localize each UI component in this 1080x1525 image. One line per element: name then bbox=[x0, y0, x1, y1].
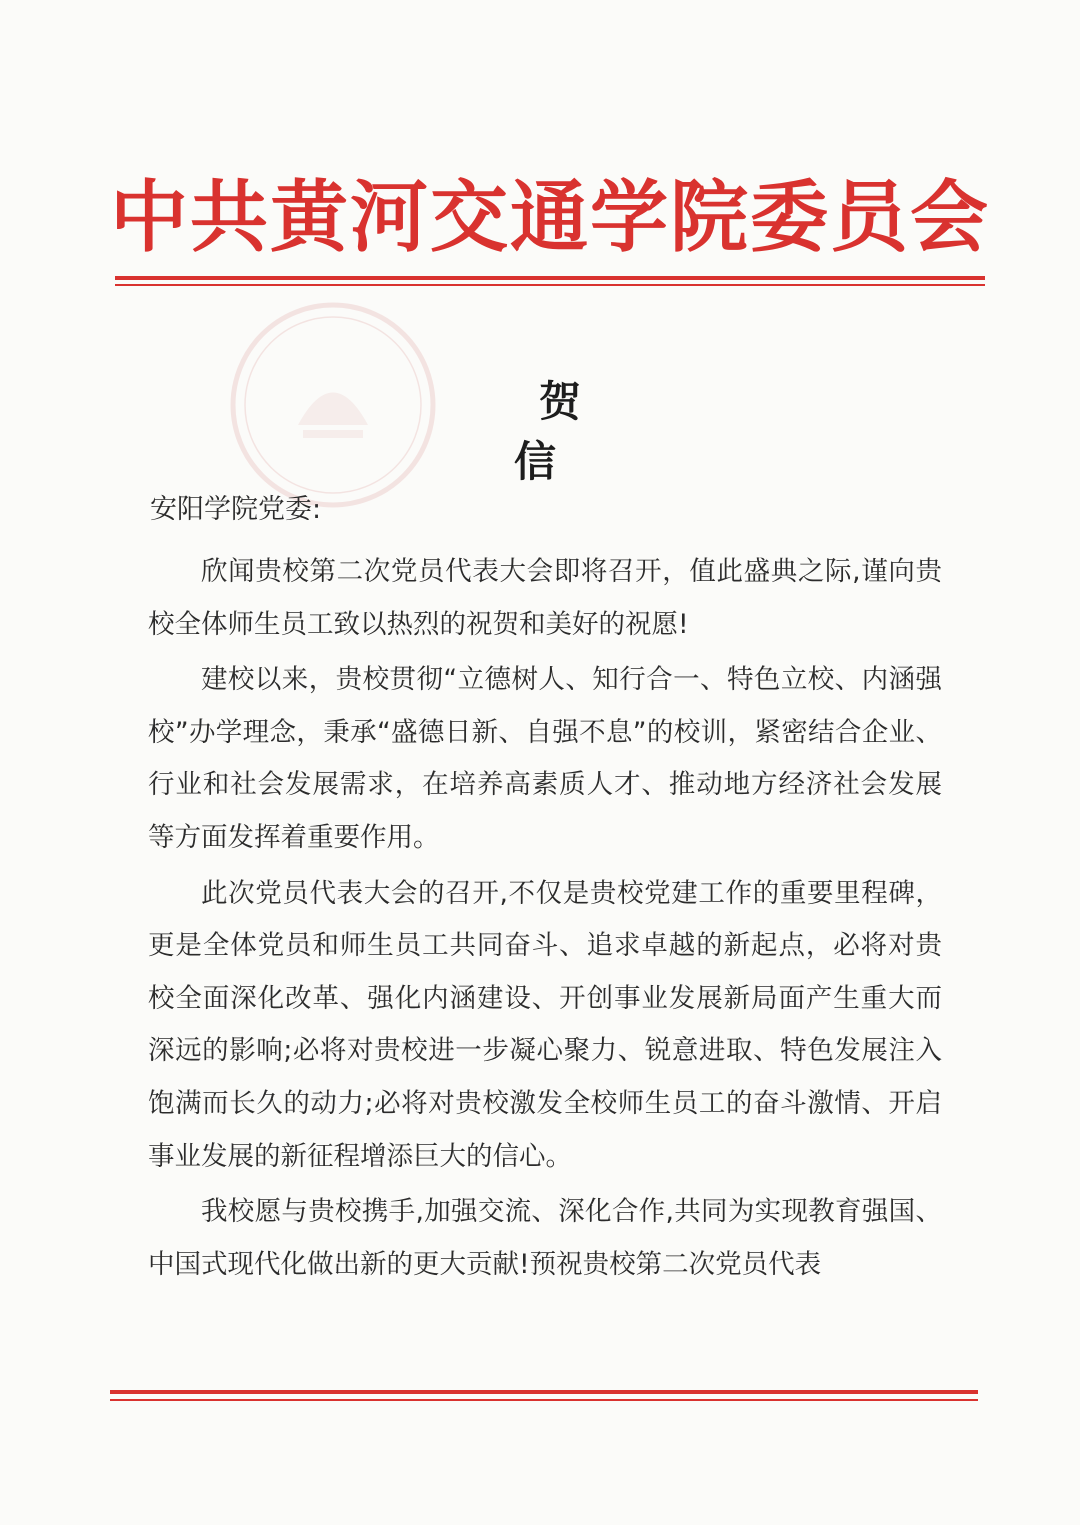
document-title: 贺信 bbox=[513, 377, 631, 486]
faint-seal-stamp-icon bbox=[228, 300, 438, 510]
body-paragraph: 我校愿与贵校携手,加强交流、深化合作,共同为实现教育强国、中国式现代化做出新的更大贡献!预祝贵校第二次党员代表 bbox=[148, 1196, 942, 1280]
body-paragraph: 此次党员代表大会的召开,不仅是贵校党建工作的重要里程碑，更是全体党员和师生员工共同奋斗、追求卓越的新起点，必将对贵校全面深化改革、强化内涵建设、开创事业发展新局面产生重大而深远的影响;必将对贵校进一步凝心聚力、锐意进取、特色发展注入饱满而长久的动力;必将对贵校激发全校师生员工的奋斗激情、开启事业发展的新征程增添巨大的信心。 bbox=[148, 877, 942, 1172]
salutation: 安阳学院党委: bbox=[150, 494, 322, 525]
body-paragraph: 欣闻贵校第二次党员代表大会即将召开，值此盛典之际,谨向贵校全体师生员工致以热烈的祝贺和美好的祝愿! bbox=[148, 556, 942, 640]
letterhead-organization-name: 中共黄河交通学院委员会 bbox=[110, 172, 991, 263]
body-paragraph: 建校以来，贵校贯彻“立德树人、知行合一、特色立校、内涵强校”办学理念，秉承“盛德日新、自强不息”的校训，紧密结合企业、行业和社会发展需求，在培养高素质人才、推动地方经济社会发展等方面发挥着重要作用。 bbox=[148, 664, 942, 853]
footer-divider-thick bbox=[110, 1390, 978, 1394]
header-divider-thick bbox=[115, 276, 985, 280]
letter-body bbox=[148, 546, 942, 1293]
header-divider-thin bbox=[115, 284, 985, 286]
footer-divider-thin bbox=[110, 1399, 978, 1401]
